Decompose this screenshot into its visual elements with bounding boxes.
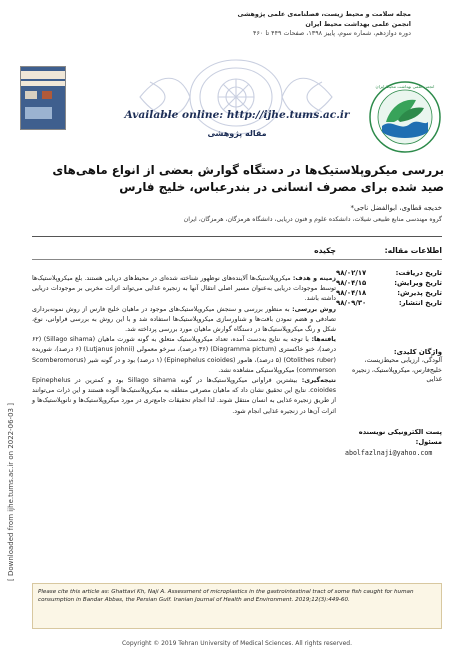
- citation-text: Please cite this article as: Ghattavi Kh, Naji A. Assessment of microplastics in the gastrointestinal tract of some fish caught for human consumption in Bandar Abbas, the Persian Gulf. Iranian Journal of Health and Environment. 2019;12(3):449-60.: [38, 589, 414, 603]
- abstract-body: [32, 274, 336, 417]
- email-label: پست الکترونیکی نویسنده مسئول:: [358, 428, 442, 446]
- abstract-bg-label: زمینه و هدف:: [292, 275, 336, 282]
- heading-rule: [32, 259, 442, 260]
- journal-society: انجمن علمی بهداشت محیط ایران: [305, 19, 411, 28]
- date-row-published: [336, 298, 442, 308]
- online-url: Available online: http://ijhe.tums.ac.ir: [124, 109, 350, 121]
- journal-title: مجله سلامت و محیط زیست، فصلنامه‌ی علمی پژوهشی: [237, 10, 411, 18]
- abstract-conclusion-text: بیشترین فراوانی میکروپلاستیک‌ها در گونه Sillago sihama بود و کمترین در Epinephelus coioides. نتایج این تحقیق نشان داد که ماهیان مصرفی منطقه به میکروپلاستیک‌ها آلوده هستند و این ذرات می‌توانند از طریق زنجیره غذایی به انسان منتقل شوند. لذا انجام تحقیقات جامع‌تری در مورد میکروپلاستیک‌ها و نانوپلاستیک‌ها و اثرات آن‌ها در زنجیره غذایی انجام شود.: [32, 377, 336, 415]
- keywords-label: واژگان کلیدی:: [393, 348, 442, 356]
- abstract-findings-text: با توجه به نتایج به‌دست آمده، تعداد میکروپلاستیک متعلق به گونه شورت ماهیان (Sillago sihama) (۶۲ درصد)، خنو خاکستری (Diagramma pictum) (۳۶ درصد)، سرخو معمولی (Lutjanus johnii) (۶ درصد)، شوریده (Otolithes ruber) (۵ درصد)، هامور (Epinephelus coioides) (۱ درصد) بود و در گونه شیر (Scomberomorus commerson) میکروپلاستیکی مشاهده نشد.: [32, 336, 336, 374]
- date-row-revised: [336, 278, 442, 288]
- abstract-method-label: روش بررسی:: [292, 305, 336, 313]
- date-value: ۹۸/۰۲/۱۷: [336, 269, 367, 277]
- article-dates: [336, 268, 442, 308]
- section-rule: [32, 236, 442, 237]
- keywords-text: آلودگی، ارزیابی محیط‌زیست، خلیج‌فارس، میکروپلاستیک، زنجیره غذایی: [351, 356, 442, 383]
- svg-text:انجمن علمی بهداشت محیط ایران: انجمن علمی بهداشت محیط ایران: [375, 84, 435, 89]
- authors: خدیجه قطاوی، ابوالفضل ناجی*: [350, 204, 442, 212]
- keywords-block: [336, 348, 442, 385]
- article-title: بررسی میکروپلاستیک‌ها در دستگاه گوارش بعضی از انواع ماهی‌های صید شده برای مصرف انسانی در بندرعباس، خلیج فارس: [52, 163, 444, 194]
- article-type: مقاله پژوهشی: [207, 129, 267, 138]
- date-row-received: [336, 268, 442, 278]
- copyright-notice: Copyright © 2019 Tehran University of Medical Sciences. All rights reserved.: [121, 640, 352, 647]
- date-label: تاریخ انتشار:: [398, 299, 442, 307]
- journal-header: [171, 10, 411, 39]
- abstract-conclusion-label: نتیجه‌گیری:: [301, 377, 337, 385]
- date-label: تاریخ دریافت:: [395, 269, 442, 277]
- affiliation: گروه مهندسی منابع طبیعی شیلات، دانشکده علوم و فنون دریایی، دانشگاه هرمزگان، هرمزگان، ایران: [183, 216, 442, 223]
- abstract-findings-label: یافته‌ها:: [311, 336, 337, 344]
- date-label: تاریخ پذیرش:: [397, 289, 442, 297]
- corresponding-email[interactable]: abolfazlnaji@yahoo.com: [345, 449, 433, 457]
- date-value: ۹۸/۰۴/۱۸: [336, 289, 367, 297]
- abstract-heading: چکیده: [314, 246, 336, 255]
- download-watermark: [ Downloaded from ijhe.tums.ac.ir on 2022-06-03 ]: [7, 403, 15, 581]
- journal-issue: دوره دوازدهم، شماره سوم، پاییز ۱۳۹۸، صفحات ۴۴۹ تا ۴۶۰: [253, 29, 411, 37]
- date-row-accepted: [336, 288, 442, 298]
- info-heading: اطلاعات مقاله:: [384, 246, 442, 255]
- abstract-bg-text: میکروپلاستیک‌ها آلاینده‌های نوظهور شناخته شده‌ای در محیط‌های دریایی هستند. بلع میکروپلاستیک‌ها توسط موجودات دریایی به‌عنوان مسیر اصلی انتقال آنها به زنجیره غذایی می‌تواند اثرات مخربی بر موجودات دریایی داشته باشد.: [32, 275, 336, 303]
- date-value: ۹۸/۰۹/۳۰: [336, 299, 367, 307]
- date-label: تاریخ ویرایش:: [394, 279, 442, 287]
- date-value: ۹۸/۰۴/۱۵: [336, 279, 367, 287]
- abstract-method-text: به منظور بررسی و سنجش میکروپلاستیک‌های موجود در ماهیان خلیج فارس از روش نمونه‌برداری تصادفی و هضم نمودن بافت‌ها و شناورسازی میکروپلاستیک‌ها استفاده شد و با این روش به بررسی فراوانی، نوع، شکل و رنگ میکروپلاستیک‌ها در دستگاه گوارش ماهیان مورد بررسی پرداخته شد.: [32, 305, 336, 334]
